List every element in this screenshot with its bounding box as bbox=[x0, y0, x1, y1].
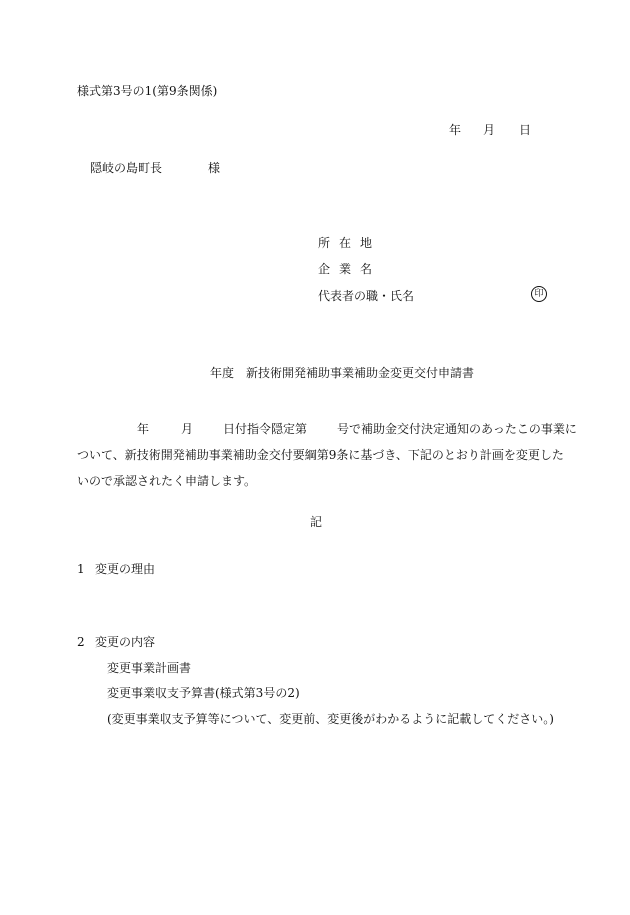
seal-mark: 印 bbox=[531, 286, 547, 302]
body-year-label: 年 bbox=[137, 422, 150, 436]
section-2-number: 2 bbox=[77, 635, 85, 649]
date-line bbox=[449, 123, 531, 137]
body-line-2: ついて、新技術開発補助事業補助金交付要綱第9条に基づき、下記のとおり計画を変更した bbox=[77, 448, 564, 462]
body-line-1-tail: 号で補助金交付決定通知のあったこの事業に bbox=[337, 422, 577, 436]
date-year-label: 年 bbox=[449, 123, 462, 137]
applicant-representative-label: 代表者の職・氏名 bbox=[318, 289, 415, 303]
section-1-number: 1 bbox=[77, 562, 85, 576]
form-number: 様式第3号の1(第9条関係) bbox=[77, 84, 218, 98]
section-2-item-2: 変更事業収支予算書(様式第3号の2) bbox=[107, 686, 300, 700]
title-year-label: 年度 bbox=[210, 366, 235, 380]
section-1-label: 変更の理由 bbox=[95, 562, 156, 576]
applicant-address-label: 所在地 bbox=[318, 236, 382, 250]
addressee-name: 隠岐の島町長 bbox=[90, 161, 163, 175]
date-month-label: 月 bbox=[483, 123, 496, 137]
title-text: 新技術開発補助事業補助金変更交付申請書 bbox=[246, 366, 475, 380]
section-2-heading bbox=[77, 635, 155, 649]
ki-heading: 記 bbox=[310, 515, 323, 529]
section-2-item-1: 変更事業計画書 bbox=[107, 661, 192, 675]
date-day-label: 日 bbox=[519, 123, 532, 137]
body-month-label: 月 bbox=[181, 422, 194, 436]
document-title bbox=[210, 366, 474, 380]
application-body bbox=[77, 416, 577, 494]
body-line-3: いので承認されたく申請します。 bbox=[77, 474, 257, 488]
section-2-item-3: (変更事業収支予算等について、変更前、変更後がわかるように記載してください。) bbox=[107, 712, 554, 726]
addressee bbox=[90, 161, 220, 175]
applicant-company-label: 企業名 bbox=[318, 262, 382, 276]
body-line-1 bbox=[77, 416, 577, 442]
body-notice-ref: 日付指令隠定第 bbox=[223, 422, 308, 436]
section-1-heading bbox=[77, 562, 155, 576]
section-2-label: 変更の内容 bbox=[95, 635, 156, 649]
addressee-honorific: 様 bbox=[208, 161, 221, 175]
